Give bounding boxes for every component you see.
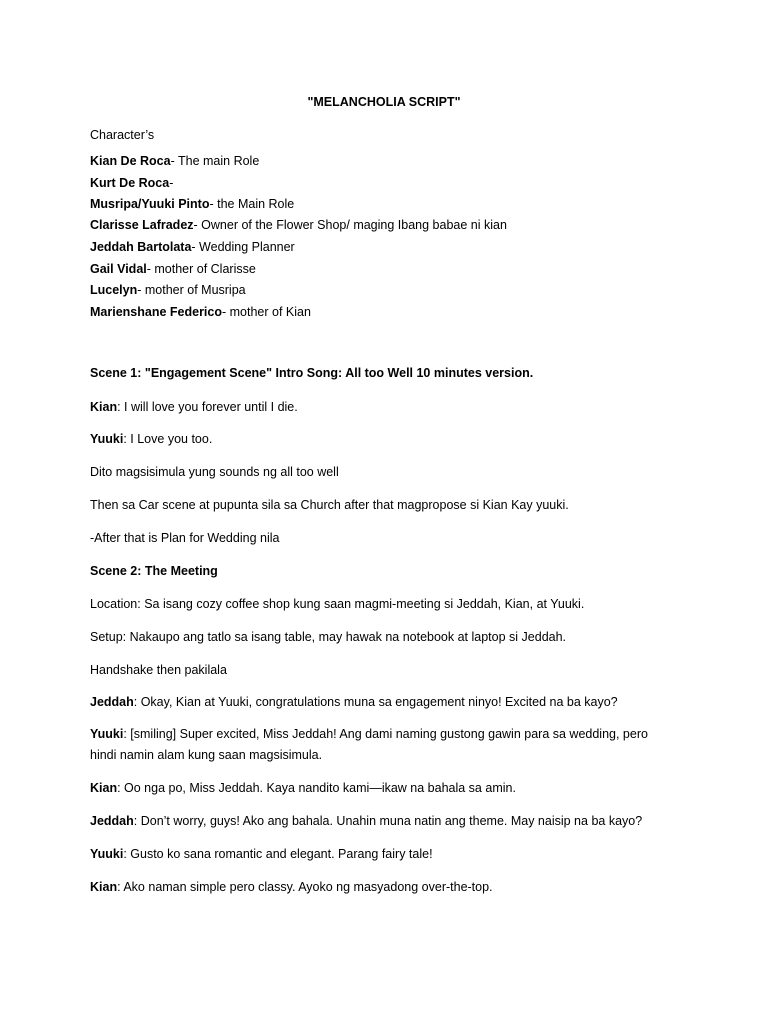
character-name: Kurt De Roca — [90, 176, 170, 190]
dialogue-text: : Don’t worry, guys! Ako ang bahala. Unahin muna natin ang theme. May naisip na ba kayo? — [133, 814, 643, 828]
speaker-name: Jeddah — [90, 695, 134, 709]
character-name: Musripa/Yuuki Pinto — [90, 197, 210, 211]
dialogue-text: : I Love you too. — [123, 432, 213, 446]
speaker-name: Kian — [90, 880, 118, 894]
character-entry — [90, 282, 690, 298]
dialogue-text: : I will love you forever until I die. — [117, 400, 298, 414]
character-desc: - mother of Musripa — [137, 283, 246, 297]
character-name: Lucelyn — [90, 283, 138, 297]
scene-location: Location: Sa isang cozy coffee shop kung saan magmi-meeting si Jeddah, Kian, at Yuuki. — [90, 597, 585, 611]
scene-heading-text: Scene 1: "Engagement Scene" Intro Song: All too Well 10 minutes version. — [90, 366, 534, 380]
dialogue-text: : Okay, Kian at Yuuki, congratulations muna sa engagement ninyo! Excited na ba kayo? — [133, 695, 618, 709]
character-name: Gail Vidal — [90, 262, 147, 276]
speaker-name: Kian — [90, 781, 118, 795]
stage-note: Then sa Car scene at pupunta sila sa Church after that magpropose si Kian Kay yuuki. — [90, 498, 569, 512]
dialogue-text: : Oo nga po, Miss Jeddah. Kaya nandito kami—ikaw na bahala sa amin. — [117, 781, 516, 795]
dialogue-line — [90, 879, 690, 895]
speaker-name: Yuuki — [90, 847, 124, 861]
speaker-name: Yuuki — [90, 432, 124, 446]
dialogue-line — [90, 431, 690, 447]
script-title: "MELANCHOLIA SCRIPT" — [307, 95, 461, 109]
character-name: Kian De Roca — [90, 154, 171, 168]
character-desc: - the Main Role — [209, 197, 295, 211]
dialogue-line — [90, 724, 670, 766]
dialogue-text: : Ako naman simple pero classy. Ayoko ng masyadong over-the-top. — [117, 880, 493, 894]
dialogue-line — [90, 399, 690, 415]
scene-setup: Setup: Nakaupo ang tatlo sa isang table, may hawak na notebook at laptop si Jeddah. — [90, 630, 567, 644]
scene-heading-text: Scene 2: The Meeting — [90, 564, 218, 578]
character-desc: - mother of Kian — [222, 305, 311, 319]
character-entry — [90, 175, 690, 191]
character-desc: - Wedding Planner — [191, 240, 295, 254]
character-name: Marienshane Federico — [90, 305, 222, 319]
character-name: Clarisse Lafradez — [90, 218, 194, 232]
dialogue-line — [90, 846, 690, 862]
stage-note: -After that is Plan for Wedding nila — [90, 531, 280, 545]
character-desc: - — [169, 176, 174, 190]
character-desc: - Owner of the Flower Shop/ maging Ibang babae ni kian — [193, 218, 507, 232]
dialogue-line — [90, 694, 690, 710]
dialogue-text: : [smiling] Super excited, Miss Jeddah! Ang dami naming gustong gawin para sa wedding, pero hindi namin alam kung saan magsisimula. — [90, 727, 648, 762]
scene-1-heading — [90, 365, 690, 381]
speaker-name: Kian — [90, 400, 118, 414]
character-entry — [90, 239, 690, 255]
speaker-name: Yuuki — [90, 727, 124, 741]
stage-note: Dito magsisimula yung sounds ng all too well — [90, 465, 339, 479]
character-entry — [90, 196, 690, 212]
scene-2-heading — [90, 563, 690, 579]
stage-note: Handshake then pakilala — [90, 663, 227, 677]
character-entry — [90, 304, 690, 320]
character-name: Jeddah Bartolata — [90, 240, 192, 254]
speaker-name: Jeddah — [90, 814, 134, 828]
dialogue-line — [90, 813, 690, 829]
characters-heading: Character’s — [90, 128, 155, 142]
character-desc: - mother of Clarisse — [146, 262, 256, 276]
character-desc: - The main Role — [170, 154, 260, 168]
character-entry — [90, 261, 690, 277]
character-entry — [90, 217, 690, 233]
character-entry — [90, 153, 690, 169]
dialogue-text: : Gusto ko sana romantic and elegant. Parang fairy tale! — [123, 847, 433, 861]
dialogue-line — [90, 780, 690, 796]
